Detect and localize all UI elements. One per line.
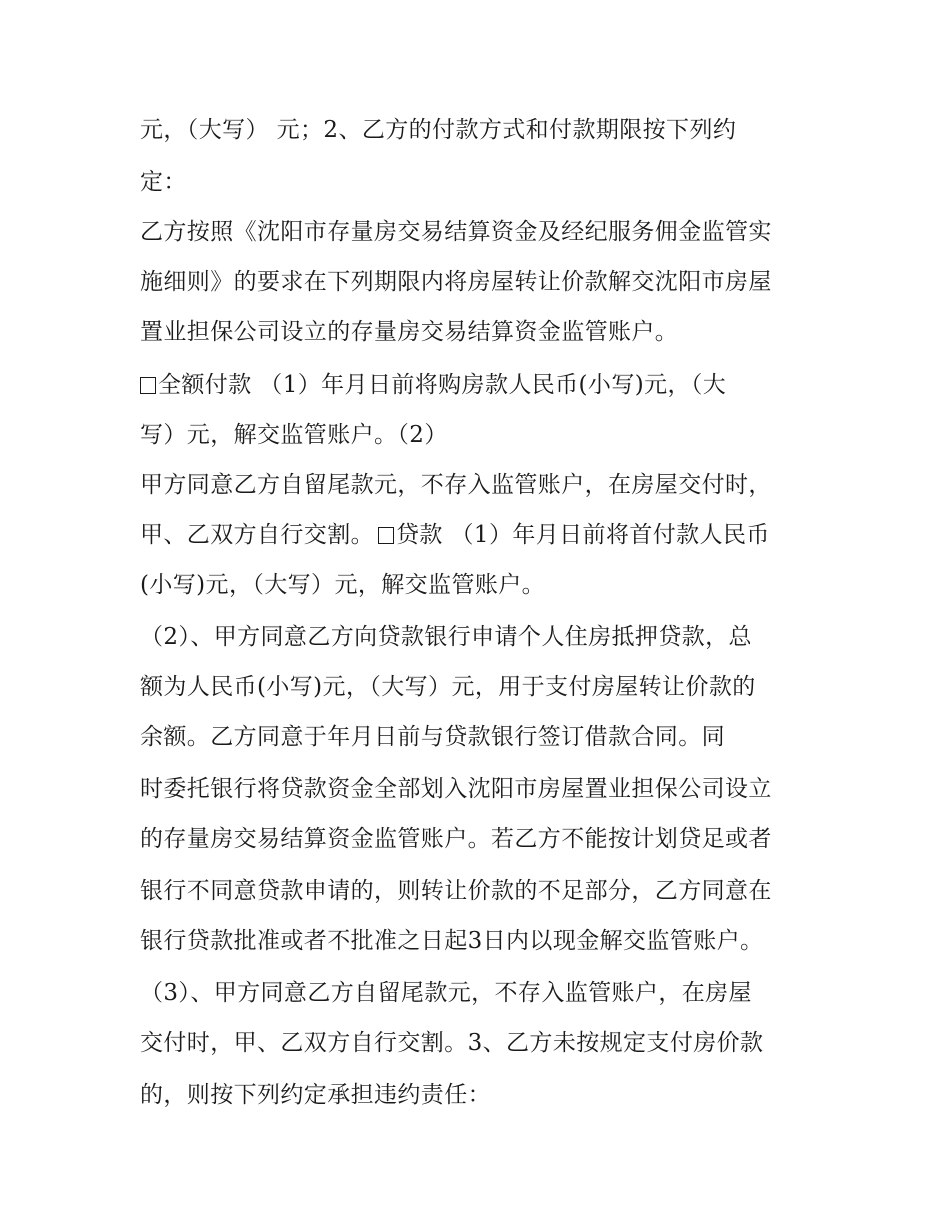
full-payment-label: 全额付款 （1）年月日前将购房款人民币(小写)元，（大 <box>158 372 727 398</box>
text-line: 额为人民币(小写)元，（大写）元，用于支付房屋转让价款的 <box>140 674 756 700</box>
text-line: 余额。乙方同意于年月日前与贷款银行签订借款合同。同 <box>140 724 725 750</box>
loan-label: 贷款 （1）年月日前将首付款人民币 <box>396 522 770 548</box>
text-line: 的，则按下列约定承担违约责任： <box>140 1082 491 1108</box>
text-segment: 甲、乙双方自行交割。 <box>140 522 374 548</box>
text-line: 交付时，甲、乙双方自行交割。3、乙方未按规定支付房价款 <box>140 1030 764 1056</box>
text-line: 甲方同意乙方自留尾款元，不存入监管账户，在房屋交付时， <box>140 472 772 498</box>
text-line: (小写)元，（大写）元，解交监管账户。 <box>140 572 546 598</box>
text-line: 银行不同意贷款申请的，则转让价款的不足部分，乙方同意在 <box>140 878 772 904</box>
text-line: 的存量房交易结算资金监管账户。若乙方不能按计划贷足或者 <box>140 826 772 852</box>
full-payment-checkbox[interactable] <box>140 377 156 394</box>
text-line: 施细则》的要求在下列期限内将房屋转让价款解交沈阳市房屋 <box>140 269 772 295</box>
text-line: （2）、甲方同意乙方向贷款银行申请个人住房抵押贷款，总 <box>140 624 752 650</box>
text-line: 写）元，解交监管账户。（2） <box>140 422 448 448</box>
text-line-loan <box>140 520 770 550</box>
text-line-full-payment <box>140 370 726 400</box>
text-line: （3）、甲方同意乙方自留尾款元，不存入监管账户，在房屋 <box>140 980 752 1006</box>
text-line: 定： <box>140 169 187 195</box>
text-line: 置业担保公司设立的存量房交易结算资金监管账户。 <box>140 319 679 345</box>
text-line: 银行贷款批准或者不批准之日起3日内以现金解交监管账户。 <box>140 928 764 954</box>
text-line: 时委托银行将贷款资金全部划入沈阳市房屋置业担保公司设立 <box>140 776 772 802</box>
loan-checkbox[interactable] <box>378 527 394 544</box>
text-line: 元，（大写） 元；2、乙方的付款方式和付款期限按下列约 <box>140 117 737 143</box>
text-line: 乙方按照《沈阳市存量房交易结算资金及经纪服务佣金监管实 <box>140 219 772 245</box>
